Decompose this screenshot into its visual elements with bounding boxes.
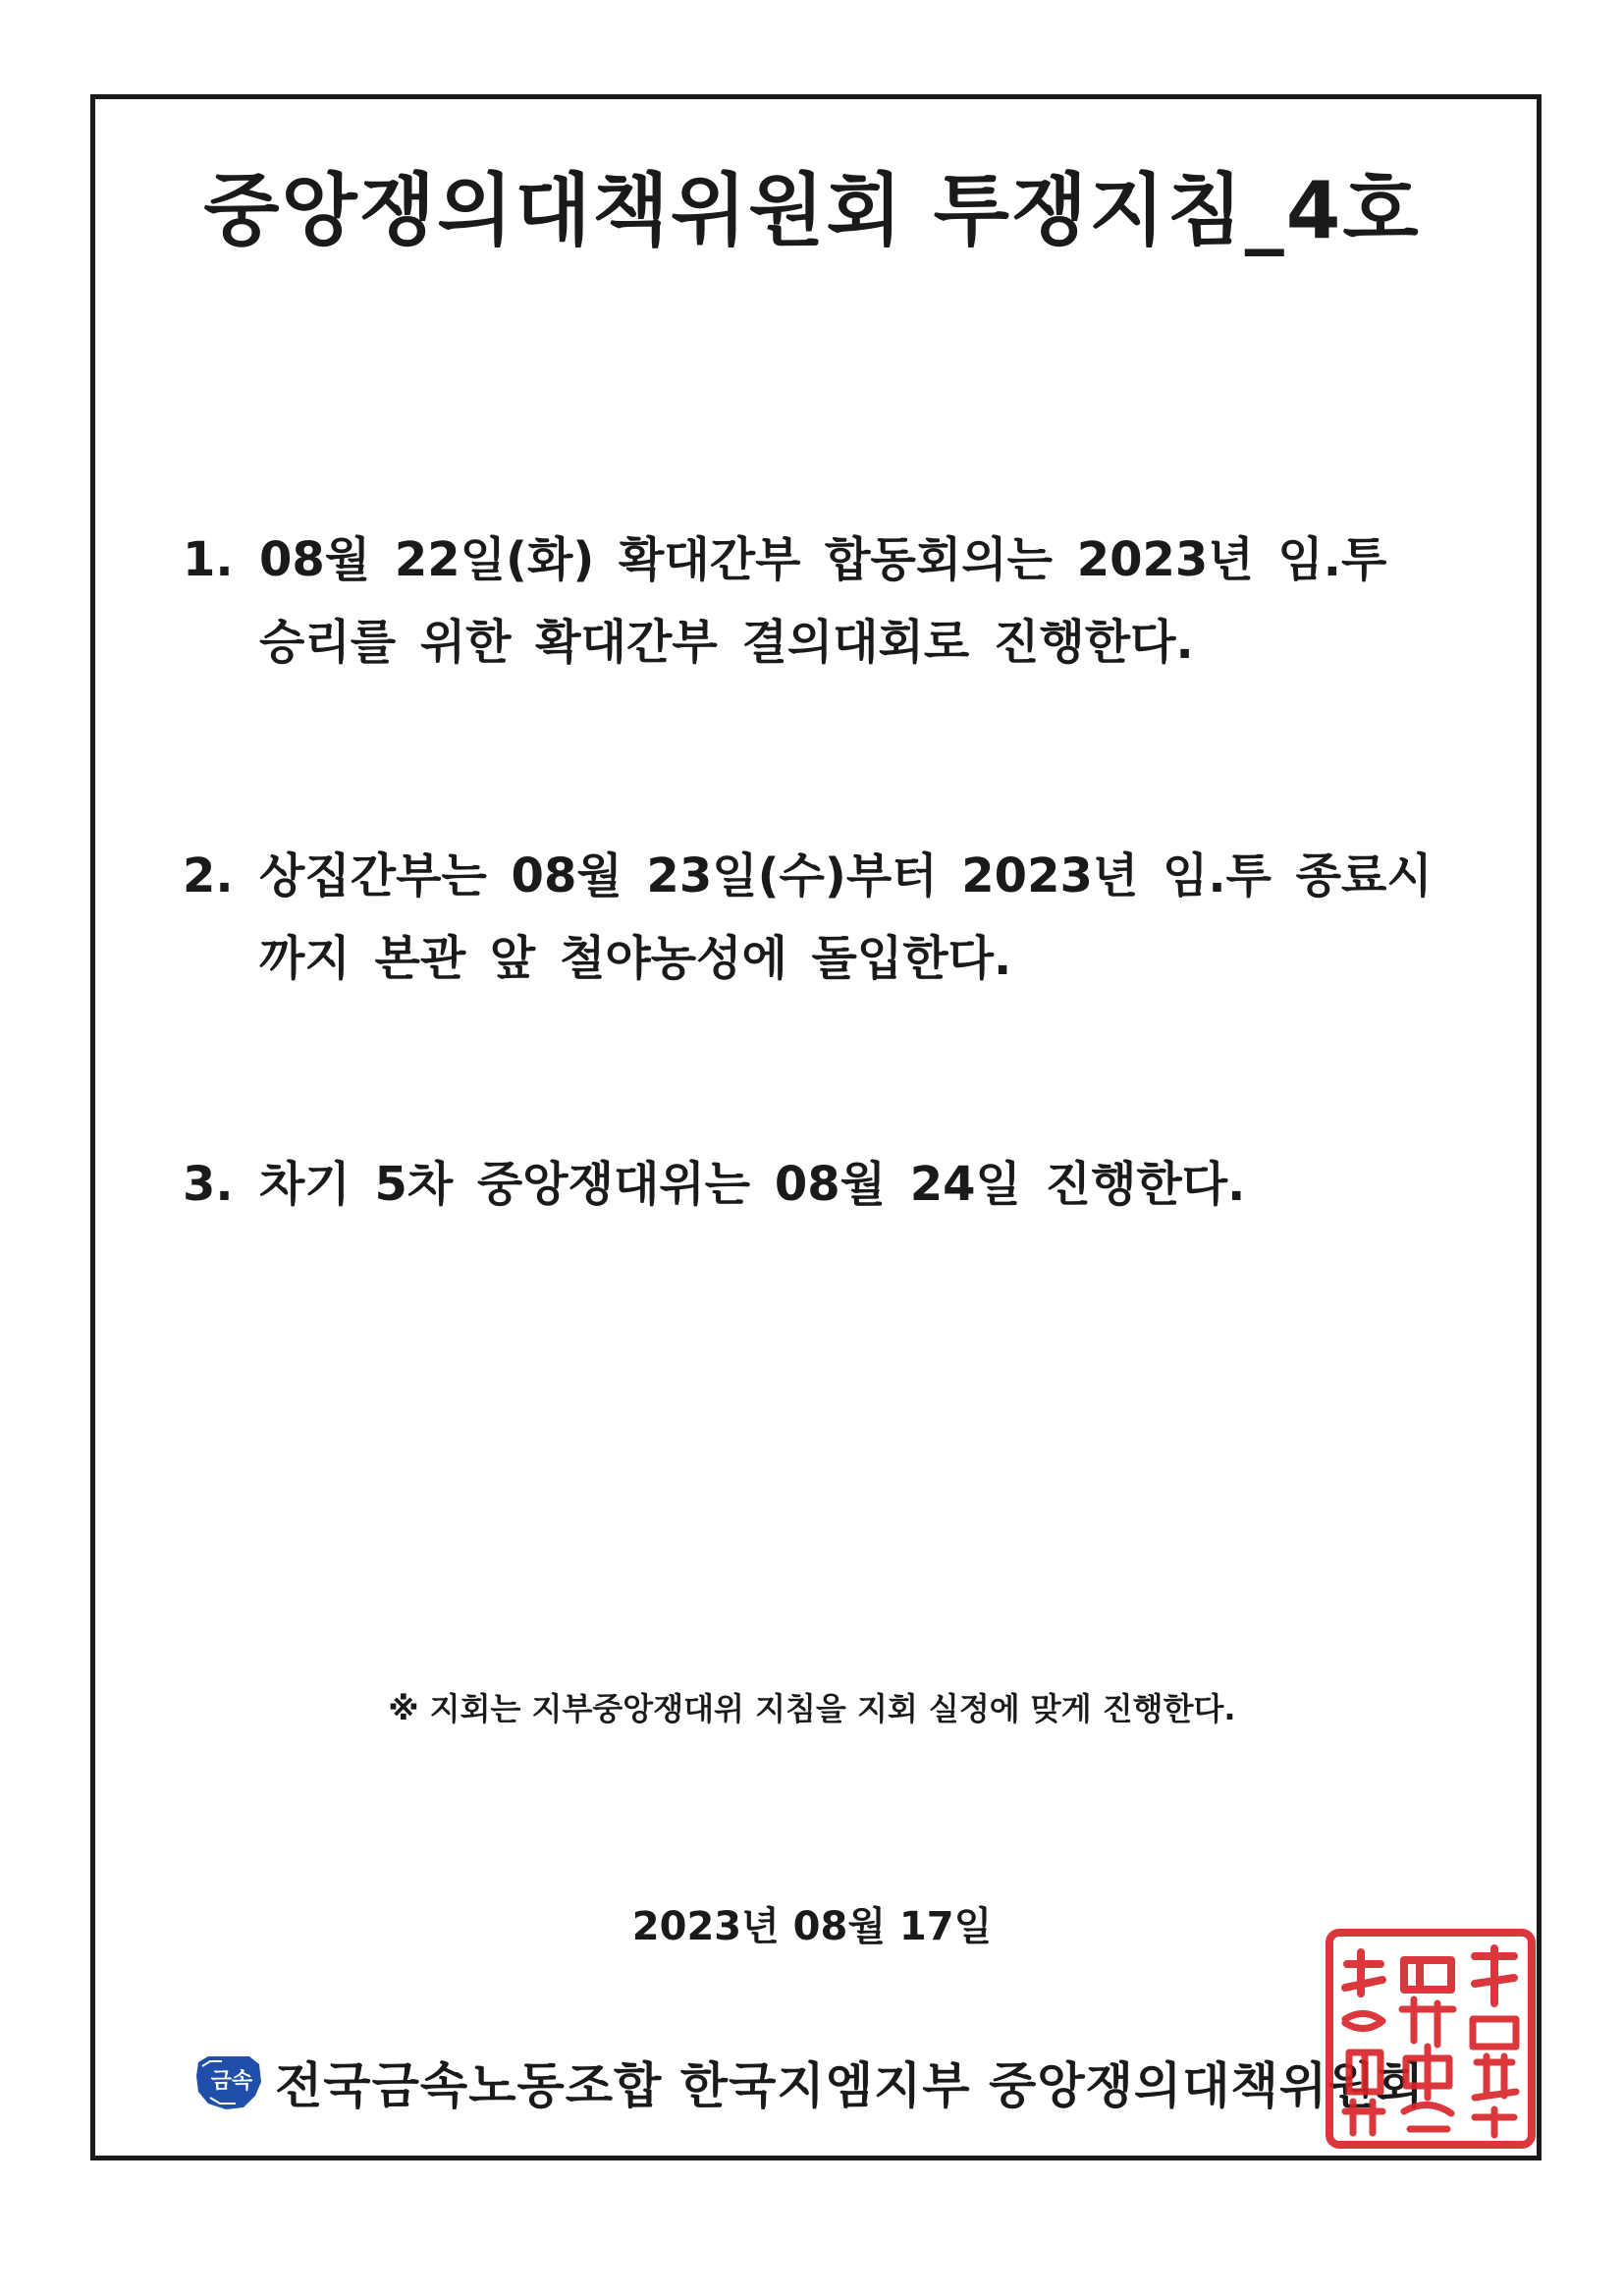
- document-border: [90, 94, 1542, 2160]
- red-official-seal-icon: [1322, 1925, 1540, 2153]
- note: ※ 지회는 지부중앙쟁대위 지침을 지회 실정에 맞게 진행한다.: [388, 1690, 1236, 1727]
- union-logo-icon: [192, 2052, 265, 2111]
- directive-item-2: [183, 835, 1449, 1000]
- item-text: 08월 22일(화) 확대간부 합동회의는 2023년 임.투 승리를 위한 확대간부 결의대회로 진행한다.: [259, 532, 1387, 670]
- directive-item-1: [183, 519, 1449, 683]
- directive-item-3: [183, 1143, 1449, 1226]
- issue-date: 2023년 08월 17일: [631, 1904, 993, 1949]
- item-text: 상집간부는 08월 23일(수)부터 2023년 임.투 종료시까지 본관 앞 철야농성에 돌입한다.: [259, 848, 1433, 986]
- item-number: 2.: [183, 848, 234, 903]
- item-text: 차기 5차 중앙쟁대위는 08월 24일 진행한다.: [259, 1157, 1246, 1212]
- logo-text: 금속: [210, 2069, 253, 2094]
- organization-name: 전국금속노동조합 한국지엠지부 중앙쟁의대책위원회: [275, 2057, 1425, 2114]
- document-title: 중앙쟁의대책위원회 투쟁지침_4호: [203, 165, 1421, 256]
- organization-signature: [192, 2043, 1425, 2121]
- item-number: 3.: [183, 1157, 234, 1212]
- item-number: 1.: [183, 532, 234, 587]
